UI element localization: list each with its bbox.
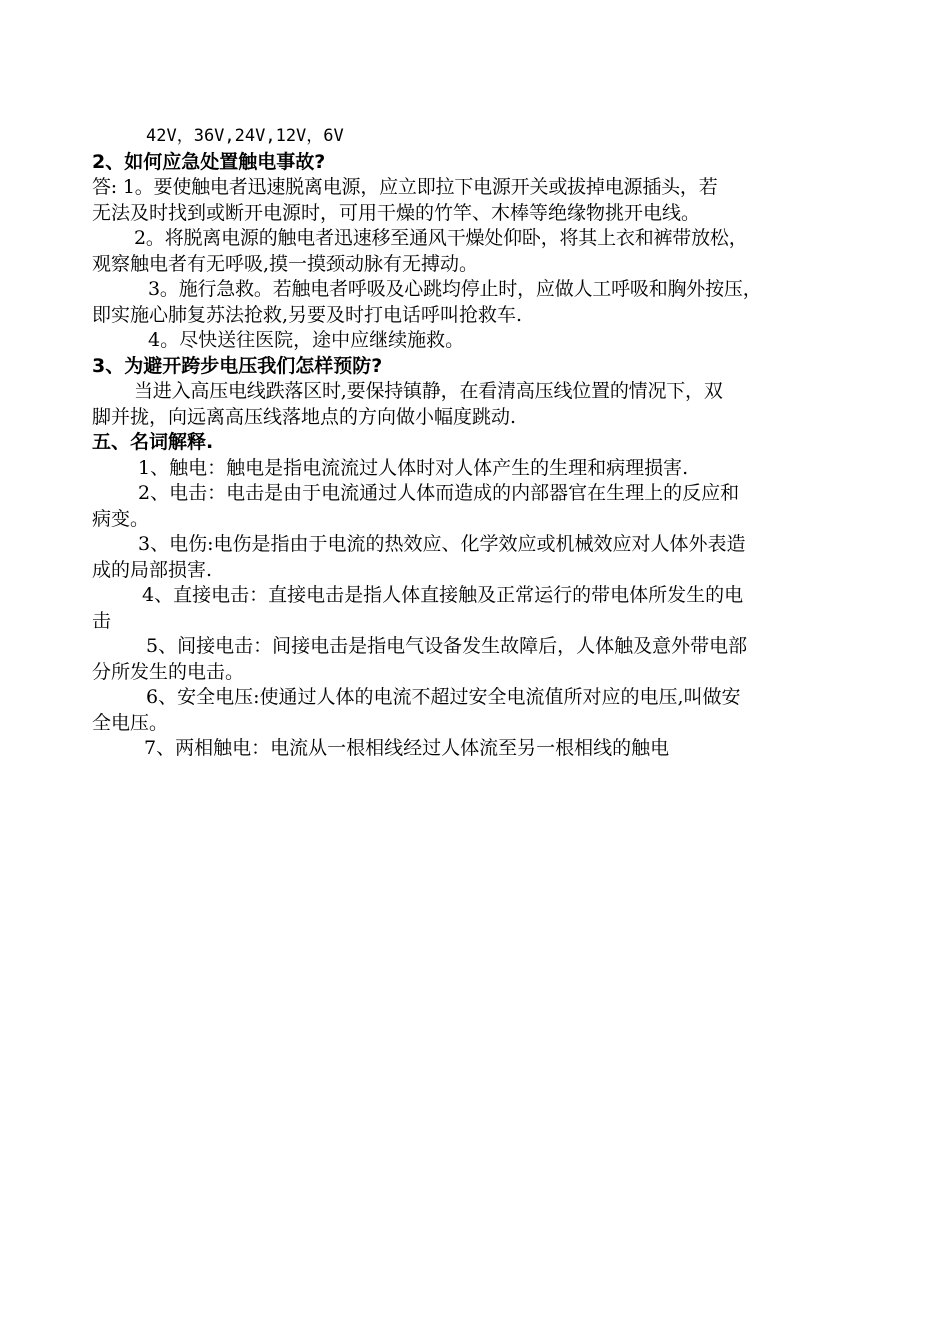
answer-2-step-1-line-2: 无法及时找到或断开电源时，可用干燥的竹竿、木棒等绝缘物挑开电线。: [92, 201, 701, 224]
voltage-list: 42V，36V,24V,12V，6V: [146, 126, 344, 146]
term-3-line-1: 3、电伤:电伤是指由于电流的热效应、化学效应或机械效应对人体外表造: [138, 533, 746, 555]
section-5-heading: 五、名词解释.: [92, 431, 214, 453]
answer-2-step-3-line-2: 即实施心肺复苏法抢救,另要及时打电话呼叫抢救车.: [92, 303, 523, 326]
term-5-line-2: 分所发生的电击。: [92, 660, 245, 683]
term-2-line-1: 2、电击：电击是由于电流通过人体而造成的内部器官在生理上的反应和: [138, 482, 740, 504]
answer-2-step-2-line-2: 观察触电者有无呼吸,摸一摸颈动脉有无搏动。: [92, 252, 479, 275]
answer-2-step-3-line-1: 3。施行急救。若触电者呼吸及心跳均停止时，应做人工呼吸和胸外按压，: [148, 278, 762, 300]
question-2-heading: 2、如何应急处置触电事故?: [92, 150, 326, 173]
term-6-line-2: 全电压。: [92, 711, 169, 734]
term-4-line-1: 4、直接电击：直接电击是指人体直接触及正常运行的带电体所发生的电: [142, 584, 744, 606]
term-6-line-1: 6、安全电压:使通过人体的电流不超过安全电流值所对应的电压,叫做安: [146, 686, 741, 708]
term-3-line-2: 成的局部损害.: [92, 558, 213, 581]
question-3-heading: 3、为避开跨步电压我们怎样预防?: [92, 354, 383, 377]
answer-2-step-4: 4。尽快送往医院，途中应继续施救。: [148, 329, 465, 351]
term-4-line-2: 击: [92, 609, 112, 632]
term-1: 1、触电：触电是指电流流过人体时对人体产生的生理和病理损害.: [138, 456, 689, 479]
term-7: 7、两相触电：电流从一根相线经过人体流至另一根相线的触电: [144, 737, 670, 759]
term-5-line-1: 5、间接电击：间接电击是指电气设备发生故障后，人体触及意外带电部: [146, 635, 748, 657]
answer-3-line-1: 当进入高压电线跌落区时,要保持镇静，在看清高压线位置的情况下，双: [134, 380, 723, 402]
term-2-line-2: 病变。: [92, 507, 150, 530]
answer-2-step-1-line-1: 答: 1。要使触电者迅速脱离电源，应立即拉下电源开关或拔掉电源插头，若: [92, 176, 718, 198]
document-page: [92, 124, 866, 762]
answer-2-step-2-line-1: 2。将脱离电源的触电者迅速移至通风干燥处仰卧，将其上衣和裤带放松，: [134, 227, 748, 249]
answer-3-line-2: 脚并拢，向远离高压线落地点的方向做小幅度跳动.: [92, 405, 517, 428]
